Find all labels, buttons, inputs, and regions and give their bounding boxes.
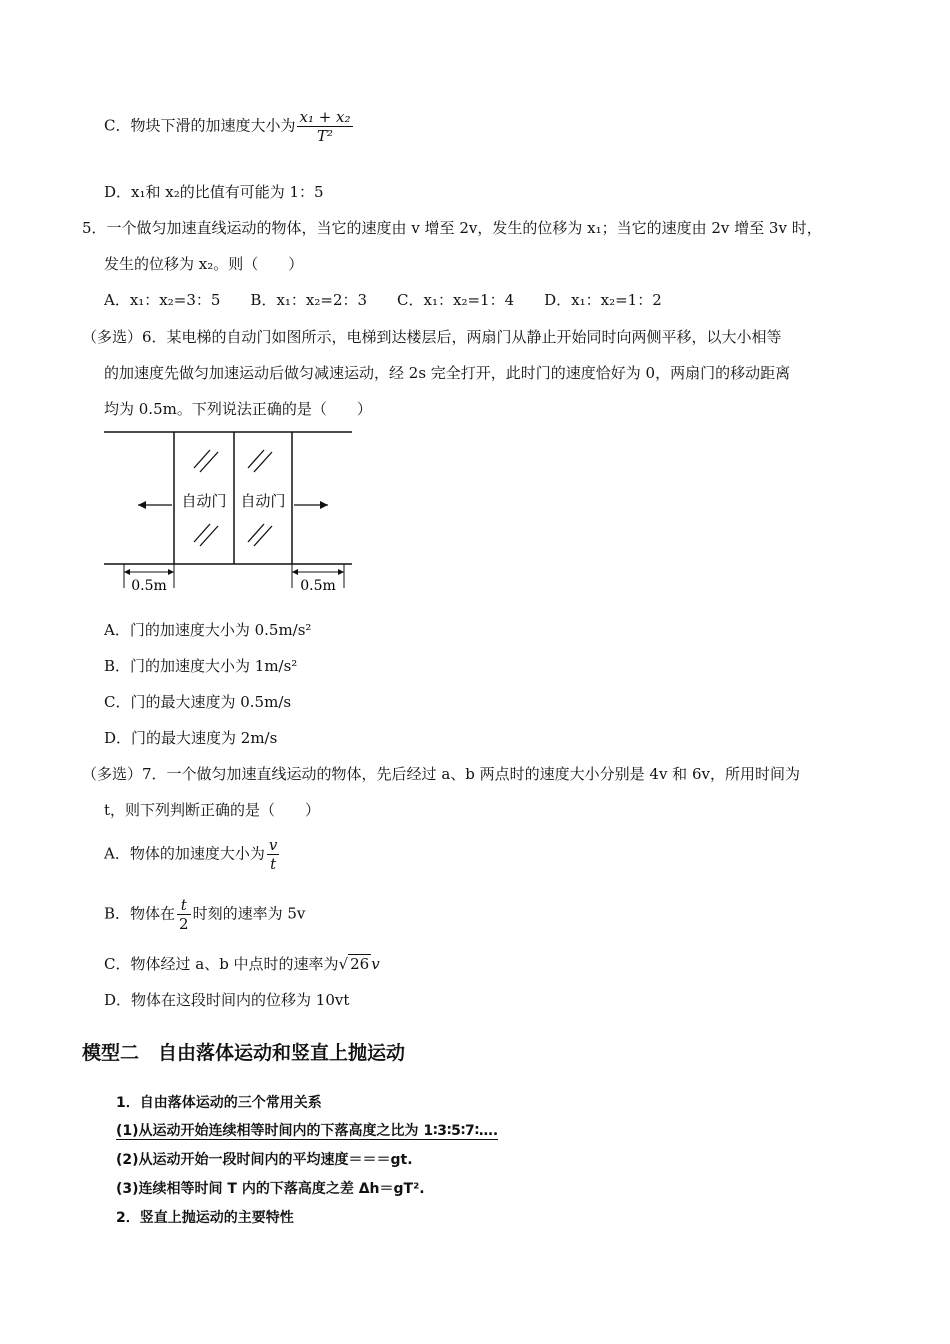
- section-heading: 模型二 自由落体运动和竖直上抛运动: [82, 1042, 406, 1064]
- left-dimension-arrow-icon: [124, 569, 174, 575]
- q7-option-c: [104, 954, 380, 974]
- right-arrow-icon: [294, 501, 328, 509]
- radicand: 26: [350, 955, 370, 973]
- fraction-numerator: t: [177, 896, 191, 915]
- fraction-numerator: x₁ + x₂: [299, 108, 351, 126]
- left-door-label: 自动门: [181, 492, 227, 510]
- q7-option-a-fraction: [267, 836, 279, 873]
- q5-options: A．x₁：x₂=3：5 B．x₁：x₂=2：3 C．x₁：x₂=1：4 D．x₁：x₂=1：2: [104, 291, 662, 309]
- free-fall-relation-1: [116, 1121, 498, 1141]
- q7-option-c-label: C．物体经过 a、b 中点时的速率为: [104, 955, 339, 973]
- right-dimension-arrow-icon: [292, 569, 344, 575]
- free-fall-relation-3: (3)连续相等时间 T 内的下落高度之差 Δh＝gT².: [116, 1181, 425, 1197]
- q6-stem-line2: 的加速度先做匀加速运动后做匀减速运动，经 2s 完全打开，此时门的速度恰好为 0，两扇门的移动距离: [104, 364, 791, 382]
- q7-option-a-label: A．物体的加速度大小为: [104, 844, 265, 863]
- relation-1-text: (1)从运动开始连续相等时间内的下落高度之比为 1∶3∶5∶7∶….: [116, 1123, 499, 1139]
- right-door-label: 自动门: [240, 492, 286, 510]
- q4-option-c-label: C．物块下滑的加速度大小为: [104, 116, 296, 135]
- q7-option-b-fraction: [177, 896, 191, 933]
- q7-option-b-pre: B．物体在: [104, 904, 176, 923]
- left-distance-label: 0.5m: [131, 578, 167, 594]
- fraction-denominator: T²: [317, 127, 334, 145]
- q4-option-d: D．x₁和 x₂的比值有可能为 1：5: [104, 183, 324, 201]
- q7-stem-line1: （多选）7．一个做匀加速直线运动的物体，先后经过 a、b 两点时的速度大小分别是 4v 和 6v，所用时间为: [82, 765, 800, 783]
- fraction-denominator: 2: [179, 915, 189, 933]
- fraction-denominator: t: [270, 855, 277, 873]
- q7-option-a: [104, 836, 281, 873]
- elevator-door-figure: [100, 428, 356, 594]
- q4-option-c: [104, 108, 355, 145]
- q6-stem-line3: 均为 0.5m。下列说法正确的是（ ）: [104, 400, 372, 418]
- free-fall-relation-2: (2)从运动开始一段时间内的平均速度＝＝＝gt.: [116, 1152, 413, 1168]
- right-distance-label: 0.5m: [300, 578, 336, 594]
- q7-option-b: [104, 896, 305, 933]
- q7-option-d: D．物体在这段时间内的位移为 10vt: [104, 991, 350, 1009]
- q5-stem-line1: 5．一个做匀加速直线运动的物体，当它的速度由 v 增至 2v，发生的位移为 x₁；当它的速度由 2v 增至 3v 时，: [82, 219, 822, 237]
- q7-stem-line2: t，则下列判断正确的是（ ）: [104, 801, 321, 819]
- q6-option-c: C．门的最大速度为 0.5m/s: [104, 693, 292, 711]
- q6-option-b: B．门的加速度大小为 1m/s²: [104, 657, 298, 675]
- left-arrow-icon: [138, 501, 172, 509]
- q6-option-d: D．门的最大速度为 2m/s: [104, 729, 278, 747]
- q4-option-c-fraction: [297, 108, 352, 145]
- vertical-throw-item: 2．竖直上抛运动的主要特性: [116, 1210, 294, 1226]
- fraction-numerator: v: [268, 836, 278, 854]
- q5-stem-line2: 发生的位移为 x₂。则（ ）: [104, 255, 304, 273]
- square-root-expression: √ 26: [338, 955, 370, 973]
- velocity-variable: v: [371, 955, 380, 973]
- q6-stem-line1: （多选）6．某电梯的自动门如图所示，电梯到达楼层后，两扇门从静止开始同时向两侧平移，以大小相等: [82, 328, 782, 346]
- q7-option-b-post: 时刻的速率为 5v: [192, 904, 306, 923]
- free-fall-item: 1．自由落体运动的三个常用关系: [116, 1095, 322, 1111]
- q6-option-a: A．门的加速度大小为 0.5m/s²: [104, 621, 312, 639]
